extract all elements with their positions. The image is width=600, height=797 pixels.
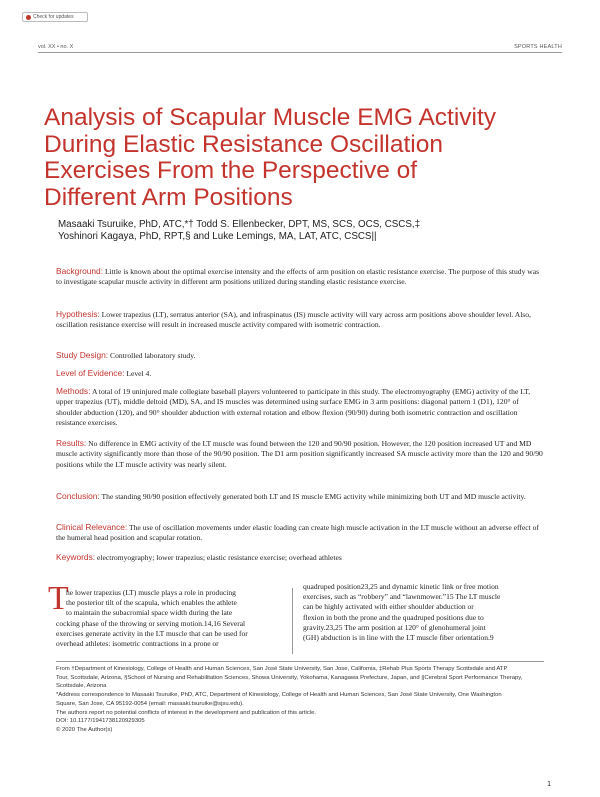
header-divider [38,52,562,53]
section-heading: Level of Evidence: [56,368,125,378]
title-line: During Elastic Resistance Oscillation [44,130,443,158]
section-text: Lower trapezius (LT), serratus anterior (SA), and infraspinatus (IS) muscle activity will vary across arm positions above shoulder level. Also, oscillation resistance exercise will result in increased muscle activity compared with isometric contraction. [56,310,531,330]
footnote-line: © 2020 The Author(s) [56,726,113,733]
body-column-right [303,582,500,643]
drop-cap: T [48,580,69,617]
body-line: exercises generate activity in the LT muscle that can be used for [56,628,248,638]
body-line: he lower trapezius (LT) muscle plays a role in producing [66,588,236,597]
section-text: Little is known about the optimal exercise intensity and the effects of arm position on elastic resistance exercise. The purpose of this study was to investigate scapular muscle activity in different arm positions utilized during standing elastic resistance exercise. [56,267,540,287]
section-heading: Background: [56,266,104,276]
abstract-background [56,266,544,288]
section-heading: Clinical Relevance: [56,522,128,532]
section-text: The standing 90/90 position effectively generated both LT and IS muscle EMG activity while minimizing both UT and MD muscle activity. [101,492,526,501]
body-line: the posterior tilt of the scapula, which enables the athlete [66,598,237,608]
abstract-clinical-relevance [56,522,544,544]
body-line: overhead athletes: isometric contractions in a prone or [56,639,219,649]
abstract-study-design [56,350,544,361]
footnote-line: *Address correspondence to Masaaki Tsuruike, PhD, ATC, Department of Kinesiology, College of Health and Human Sciences, San José State University, One Washington [56,692,502,699]
body-line: cocking phase of the throwing or serving motion.14,16 Several [56,618,246,628]
section-text: Level 4. [126,369,152,378]
footnote-line: DOI: 10.1177/1941738120929305 [56,718,145,725]
body-line: can be highly activated with either shoulder abduction or [303,602,474,612]
badge-label: Check for updates [33,14,74,20]
body-line: gravity.23,25 The arm position at 120° of glenohumeral joint [303,622,486,632]
body-line: exercises, such as “robbery” and “lawnmower.”15 The LT muscle [303,592,501,602]
footnote-line: From †Department of Kinesiology, College of Health and Human Sciences, San José State University, San Jose, California, ‡Rehab Plus Sports Therapy Scottsdale and ATP [56,666,508,672]
body-line: to maintain the subacromial space width during the late [66,608,233,618]
title-line: Analysis of Scapular Muscle EMG Activity [44,104,497,131]
footnote-divider [56,661,544,662]
abstract-methods [56,386,544,429]
body-column-left [56,588,248,649]
check-for-updates-badge[interactable] [22,12,88,22]
abstract-hypothesis [56,309,544,331]
abstract-conclusion [56,491,544,502]
article-title [44,105,564,211]
footnote-line: Tour, Scottsdale, Arizona, §School of Nursing and Rehabilitation Sciences, Showa University, Yokohama, Kanagawa Prefecture, Japan, and ||Cerebral Sport Performance Therapy, [56,674,523,681]
author-line: Masaaki Tsuruike, PhD, ATC,*† Todd S. Ellenbecker, DPT, MS, SCS, OCS, CSCS,‡ [58,219,421,230]
title-line: Exercises From the Perspective of [44,157,418,184]
section-heading: Methods: [56,386,91,396]
section-heading: Keywords: [56,552,96,562]
body-line: quadruped position23,25 and dynamic kinetic link or free motion [303,582,499,591]
body-line: flexion in both the prone and the quadruped positions due to [303,612,484,622]
running-header-right: SPORTS HEALTH [514,44,562,50]
column-divider [292,588,293,654]
section-heading: Hypothesis: [56,309,100,319]
footnote-line: Scottsdale, Arizona [56,683,107,690]
abstract-results [56,438,544,470]
section-text: The use of oscillation movements under elastic loading can create high muscle activation in the LT muscle without an adverse effect of the humeral head position and scapular rotation. [56,523,540,543]
author-line: Yoshinori Kagaya, PhD, RPT,§ and Luke Lemings, MA, LAT, ATC, CSCS|| [58,230,377,242]
footnote-line: The authors report no potential conflicts of interest in the development and publication of this article. [56,709,316,716]
section-text: A total of 19 uninjured male collegiate baseball players volunteered to participate in this study. The electromyography (EMG) activity of the LT, upper trapezius (UT), middle deltoid (MD), SA, and IS muscles was determined using surface EMG in 3 arm positions: diagonal pattern 1 (D1), 120° of shoulder abduction (120), and 90° shoulder abduction with external rotation and elbow flexion (90/90) during both isometric contraction and oscillation resistance exercises. [56,387,531,428]
title-line: Different Arm Positions [44,183,293,211]
update-check-icon [26,15,31,20]
section-heading: Results: [56,438,87,448]
abstract-keywords [56,552,544,563]
footnotes [56,665,546,735]
abstract-level-of-evidence [56,368,544,379]
body-line: (GH) abduction is in line with the LT muscle fiber orientation.9 [303,633,494,643]
section-text: electromyography; lower trapezius; elastic resistance exercise; overhead athletes [97,553,342,562]
section-heading: Conclusion: [56,491,100,501]
section-text: No difference in EMG activity of the LT muscle was found between the 120 and 90/90 position. However, the 120 position increased UT and MD muscle activity significantly more than those of the 90/90 position. The D1 arm position significantly increased SA muscle activity more than the 120 and 90/90 positions while the LT muscle activity was nearly silent. [56,439,543,469]
section-text: Controlled laboratory study. [110,351,196,360]
footnote-line: Square, San Jose, CA 95192-0054 (email: masaaki.tsuruike@sjsu.edu). [56,700,244,707]
page-number: 1 [547,781,551,788]
running-header-left: vol. XX • no. X [38,44,74,50]
section-heading: Study Design: [56,350,109,360]
author-list [58,219,558,243]
